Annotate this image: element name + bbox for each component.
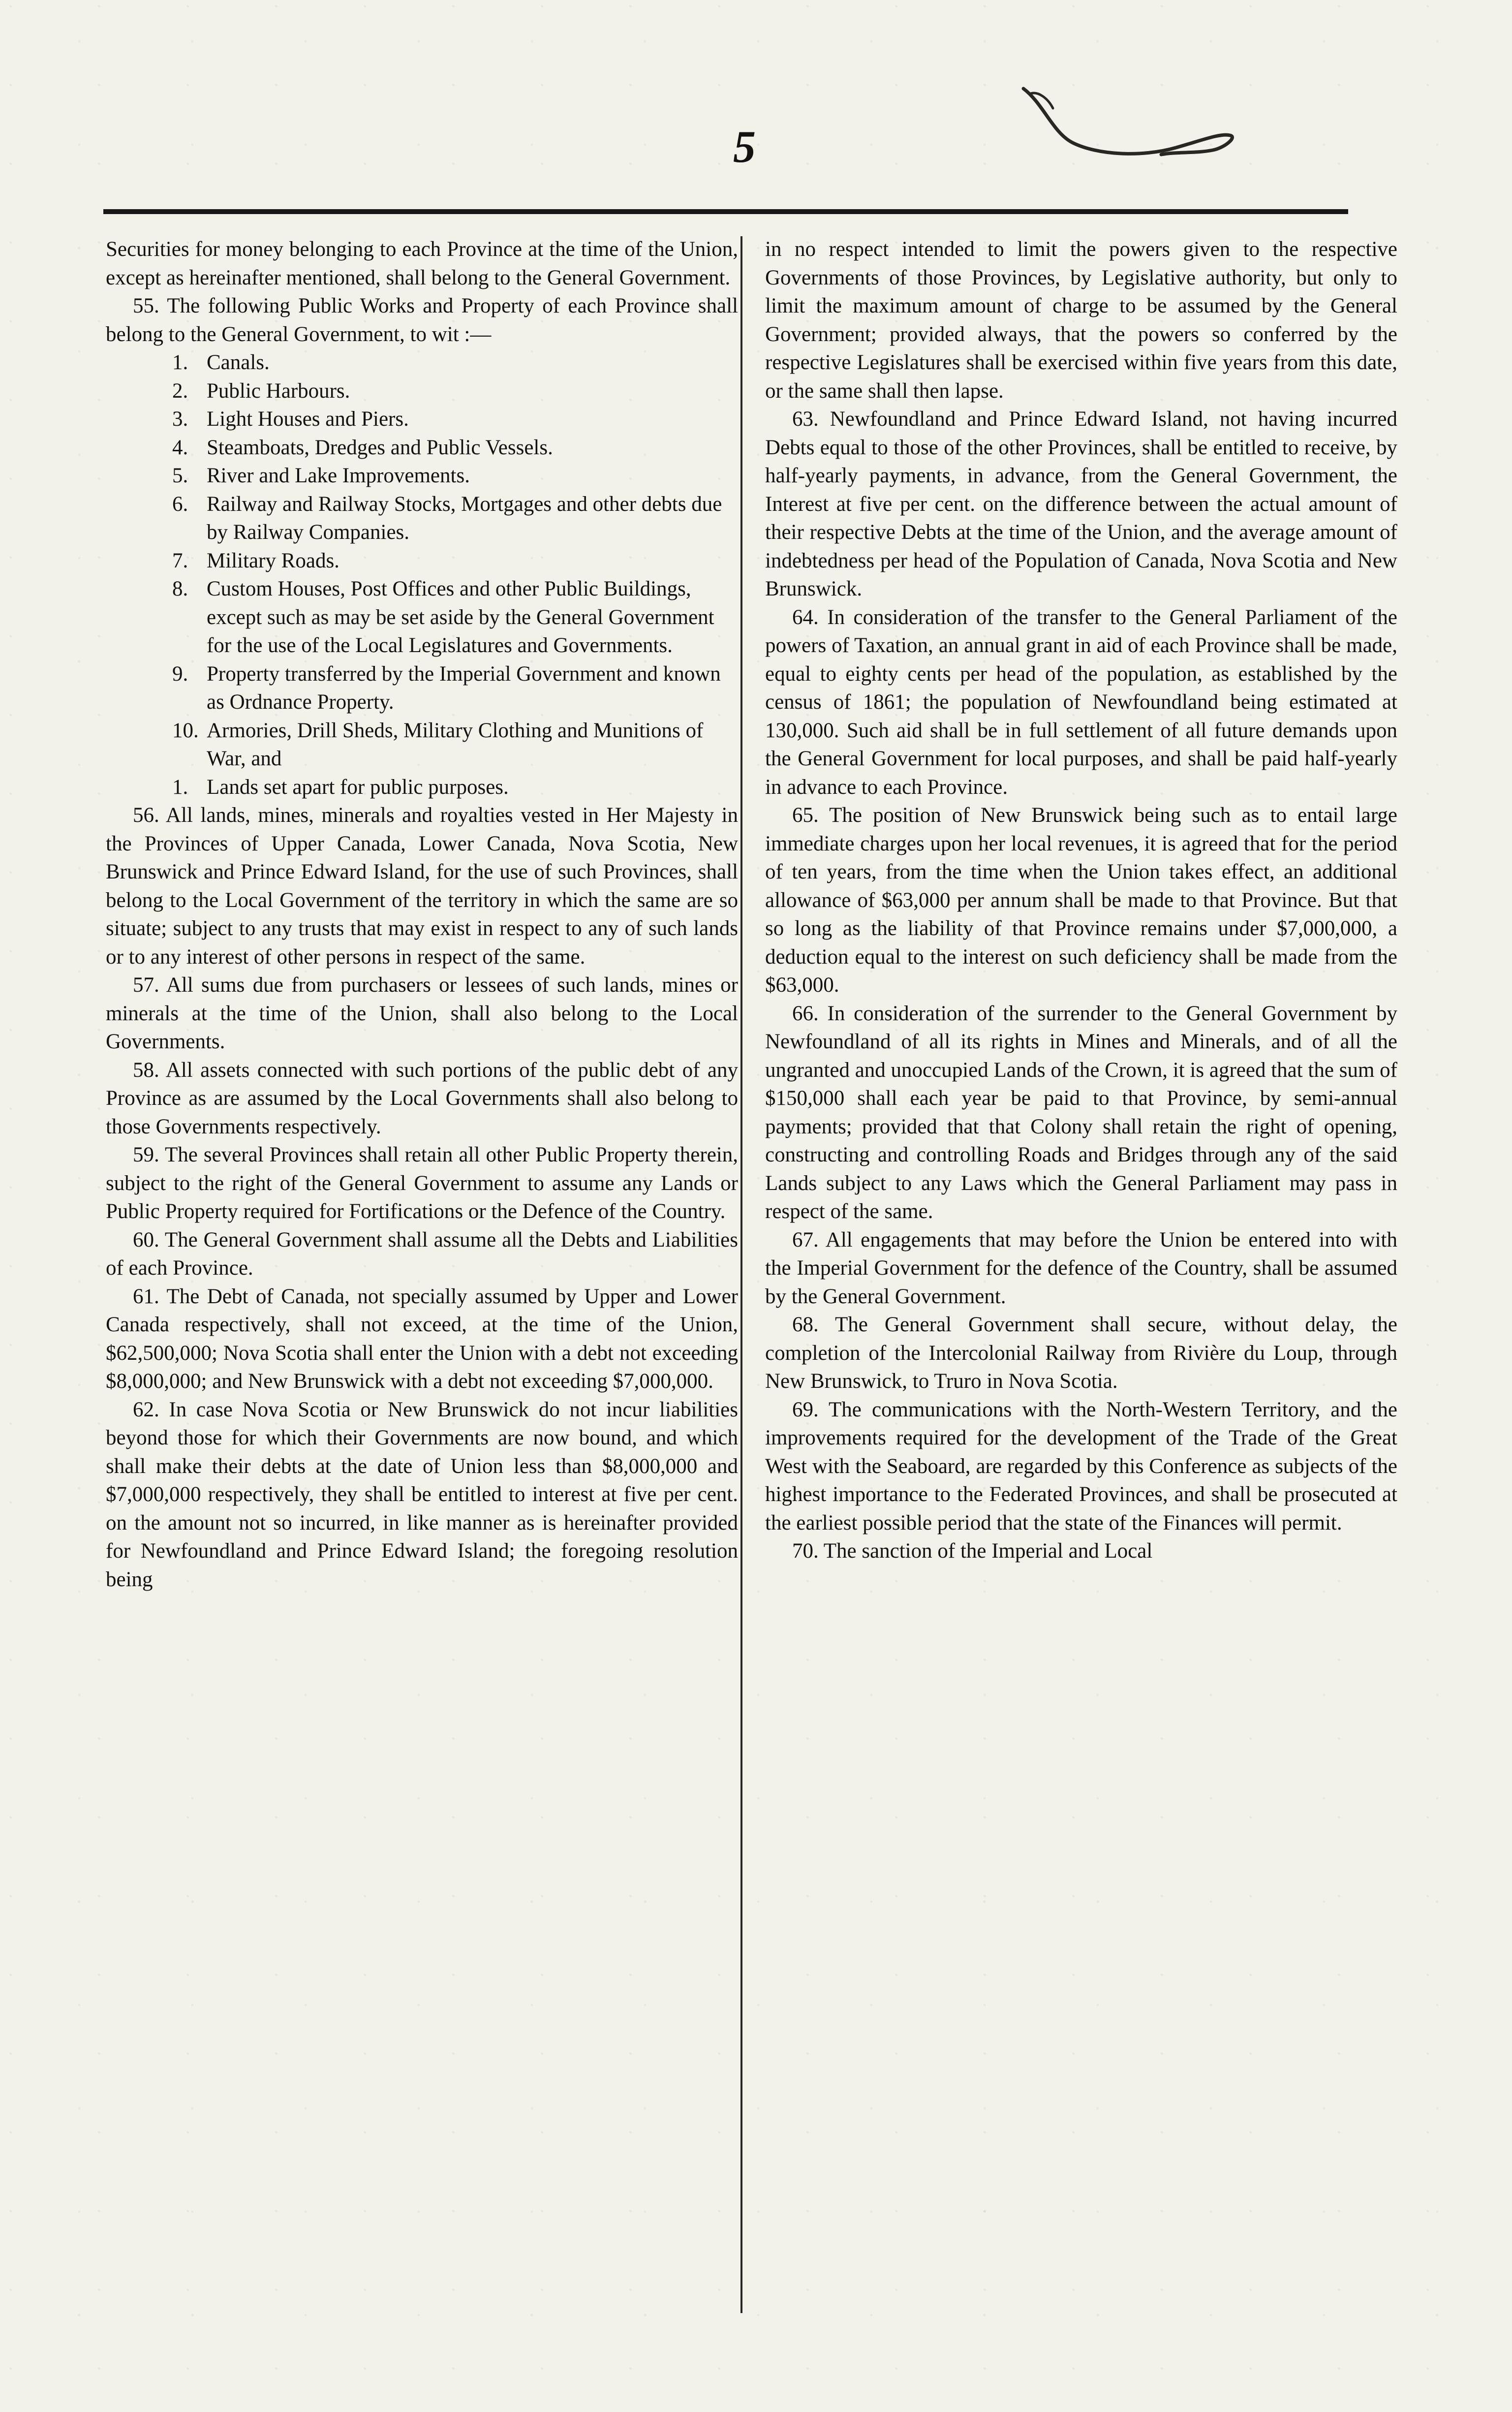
list-item: 8. Custom Houses, Post Offices and other Public Buildings, except such as may be set aside by the General Government for the use of the Local Legislatures and Governments. <box>172 577 714 657</box>
paragraph-59: 59. The several Provinces shall retain all other Public Property therein, subject to the right of the General Government to assume any Lands or Public Property required for Fortifications or the Defence of the Country. <box>106 1143 738 1223</box>
page-number: 5 <box>733 122 756 172</box>
paragraph-61: 61. The Debt of Canada, not specially assumed by Upper and Lower Canada respectively, shall not exceed, at the time of the Union, $62,500,000; Nova Scotia shall enter the Union with a debt not exceeding $8,000,000; and New Brunswick with a debt not exceeding $7,000,000. <box>106 1284 738 1393</box>
paragraph-70: 70. The sanction of the Imperial and Local <box>792 1539 1153 1563</box>
left-column <box>106 235 738 1594</box>
list-item: 10. Armories, Drill Sheds, Military Clothing and Munitions of War, and <box>172 719 704 770</box>
paragraph-64: 64. In consideration of the transfer to the General Parliament of the powers of Taxation, an annual grant in aid of each Province shall be made, equal to eighty cents per head of the population, as established by the census of 1861; the population of Newfoundland being estimated at 130,000. Such aid shall be in full settlement of all future demands upon the General Government for local purposes, and shall be paid half-yearly in advance to each Province. <box>765 605 1397 799</box>
list-item: 1. Lands set apart for public purposes. <box>172 775 509 799</box>
column-divider <box>741 236 742 2313</box>
list-item: 3. Light Houses and Piers. <box>172 407 409 431</box>
list-item: 6. Railway and Railway Stocks, Mortgages and other debts due by Railway Companies. <box>172 492 722 544</box>
paragraph-68: 68. The General Government shall secure, without delay, the completion of the Intercolonial Railway from Rivière du Loup, through New Brunswick, to Truro in Nova Scotia. <box>765 1313 1397 1393</box>
paragraph-69: 69. The communications with the North-Western Territory, and the improvements required for the development of the Trade of the Great West with the Seaboard, are regarded by this Conference as subjects of the highest importance to the Federated Provinces, and shall be prosecuted at the earliest possible period that the state of the Finances will permit. <box>765 1398 1397 1535</box>
paragraph-58: 58. All assets connected with such portions of the public debt of any Province as are assumed by the Local Governments shall also belong to those Governments respectively. <box>106 1058 738 1138</box>
header-rule <box>103 209 1348 214</box>
paragraph-60: 60. The General Government shall assume all the Debts and Liabilities of each Province. <box>106 1228 738 1280</box>
paragraph-66: 66. In consideration of the surrender to the General Government by Newfoundland of all its rights in Mines and Minerals, and of all the ungranted and unoccupied Lands of the Crown, it is agreed that the sum of $150,000 shall each year be paid to that Province, by semi-annual payments; provided that that Colony shall retain the right of opening, constructing and controlling Roads and Bridges through any of the said Lands subject to any Laws which the General Parliament may pass in respect of the same. <box>765 1002 1397 1223</box>
paragraph-57: 57. All sums due from purchasers or lessees of such lands, mines or minerals at the time of the Union, shall also belong to the Local Governments. <box>106 973 738 1053</box>
list-item: 2. Public Harbours. <box>172 379 350 403</box>
public-works-list <box>106 348 738 801</box>
paragraph: Securities for money belonging to each Province at the time of the Union, except as hereinafter mentioned, shall belong to the General Government. <box>106 238 738 289</box>
list-item: 1. Canals. <box>172 351 270 374</box>
list-item: 9. Property transferred by the Imperial Government and known as Ordnance Property. <box>172 662 721 714</box>
paragraph-56: 56. All lands, mines, minerals and royalties vested in Her Majesty in the Provinces of Upper Canada, Lower Canada, Nova Scotia, New Brunswick and Prince Edward Island, for the use of such Provinces, shall belong to the Local Government of the territory in which the same are so situate; subject to any trusts that may exist in respect to any of such lands or to any interest of other persons in respect of the same. <box>106 804 738 969</box>
paragraph-67: 67. All engagements that may before the Union be entered into with the Imperial Government for the defence of the Country, shall be assumed by the General Government. <box>765 1228 1397 1308</box>
list-item: 7. Military Roads. <box>172 549 339 572</box>
right-column <box>765 235 1397 1566</box>
list-item: 4. Steamboats, Dredges and Public Vessels. <box>172 436 553 459</box>
paragraph-62: 62. In case Nova Scotia or New Brunswick do not incur liabilities beyond those for which their Governments are now bound, and which shall make their debts at the date of Union less than $8,000,000 and $7,000,000 respectively, they shall be entitled to interest at five per cent. on the amount not so incurred, in like manner as is hereinafter provided for Newfoundland and Prince Edward Island; the foregoing resolution being <box>106 1398 738 1591</box>
paragraph: in no respect intended to limit the powers given to the respective Governments of those Provinces, by Legislative authority, but only to limit the maximum amount of charge to be assumed by the General Government; provided always, that the powers so conferred by the respective Legislatures shall be exercised within five years from this date, or the same shall then lapse. <box>765 238 1397 403</box>
paragraph-63: 63. Newfoundland and Prince Edward Island, not having incurred Debts equal to those of the other Provinces, shall be entitled to receive, by half-yearly payments, in advance, from the General Government, the Interest at five per cent. on the difference between the actual amount of their respective Debts at the time of the Union, and the average amount of indebtedness per head of the Population of Canada, Nova Scotia and New Brunswick. <box>765 407 1397 600</box>
paragraph-55: 55. The following Public Works and Property of each Province shall belong to the General Government, to wit :— <box>106 294 738 346</box>
pen-scribble-icon <box>1014 74 1260 172</box>
paragraph-65: 65. The position of New Brunswick being such as to entail large immediate charges upon her local revenues, it is agreed that for the period of ten years, from the time when the Union takes effect, an additional allowance of $63,000 per annum shall be made to that Province. But that so long as the liability of that Province remains under $7,000,000, a deduction equal to the interest on such deficiency shall be made from the $63,000. <box>765 804 1397 997</box>
list-item: 5. River and Lake Improvements. <box>172 464 470 487</box>
